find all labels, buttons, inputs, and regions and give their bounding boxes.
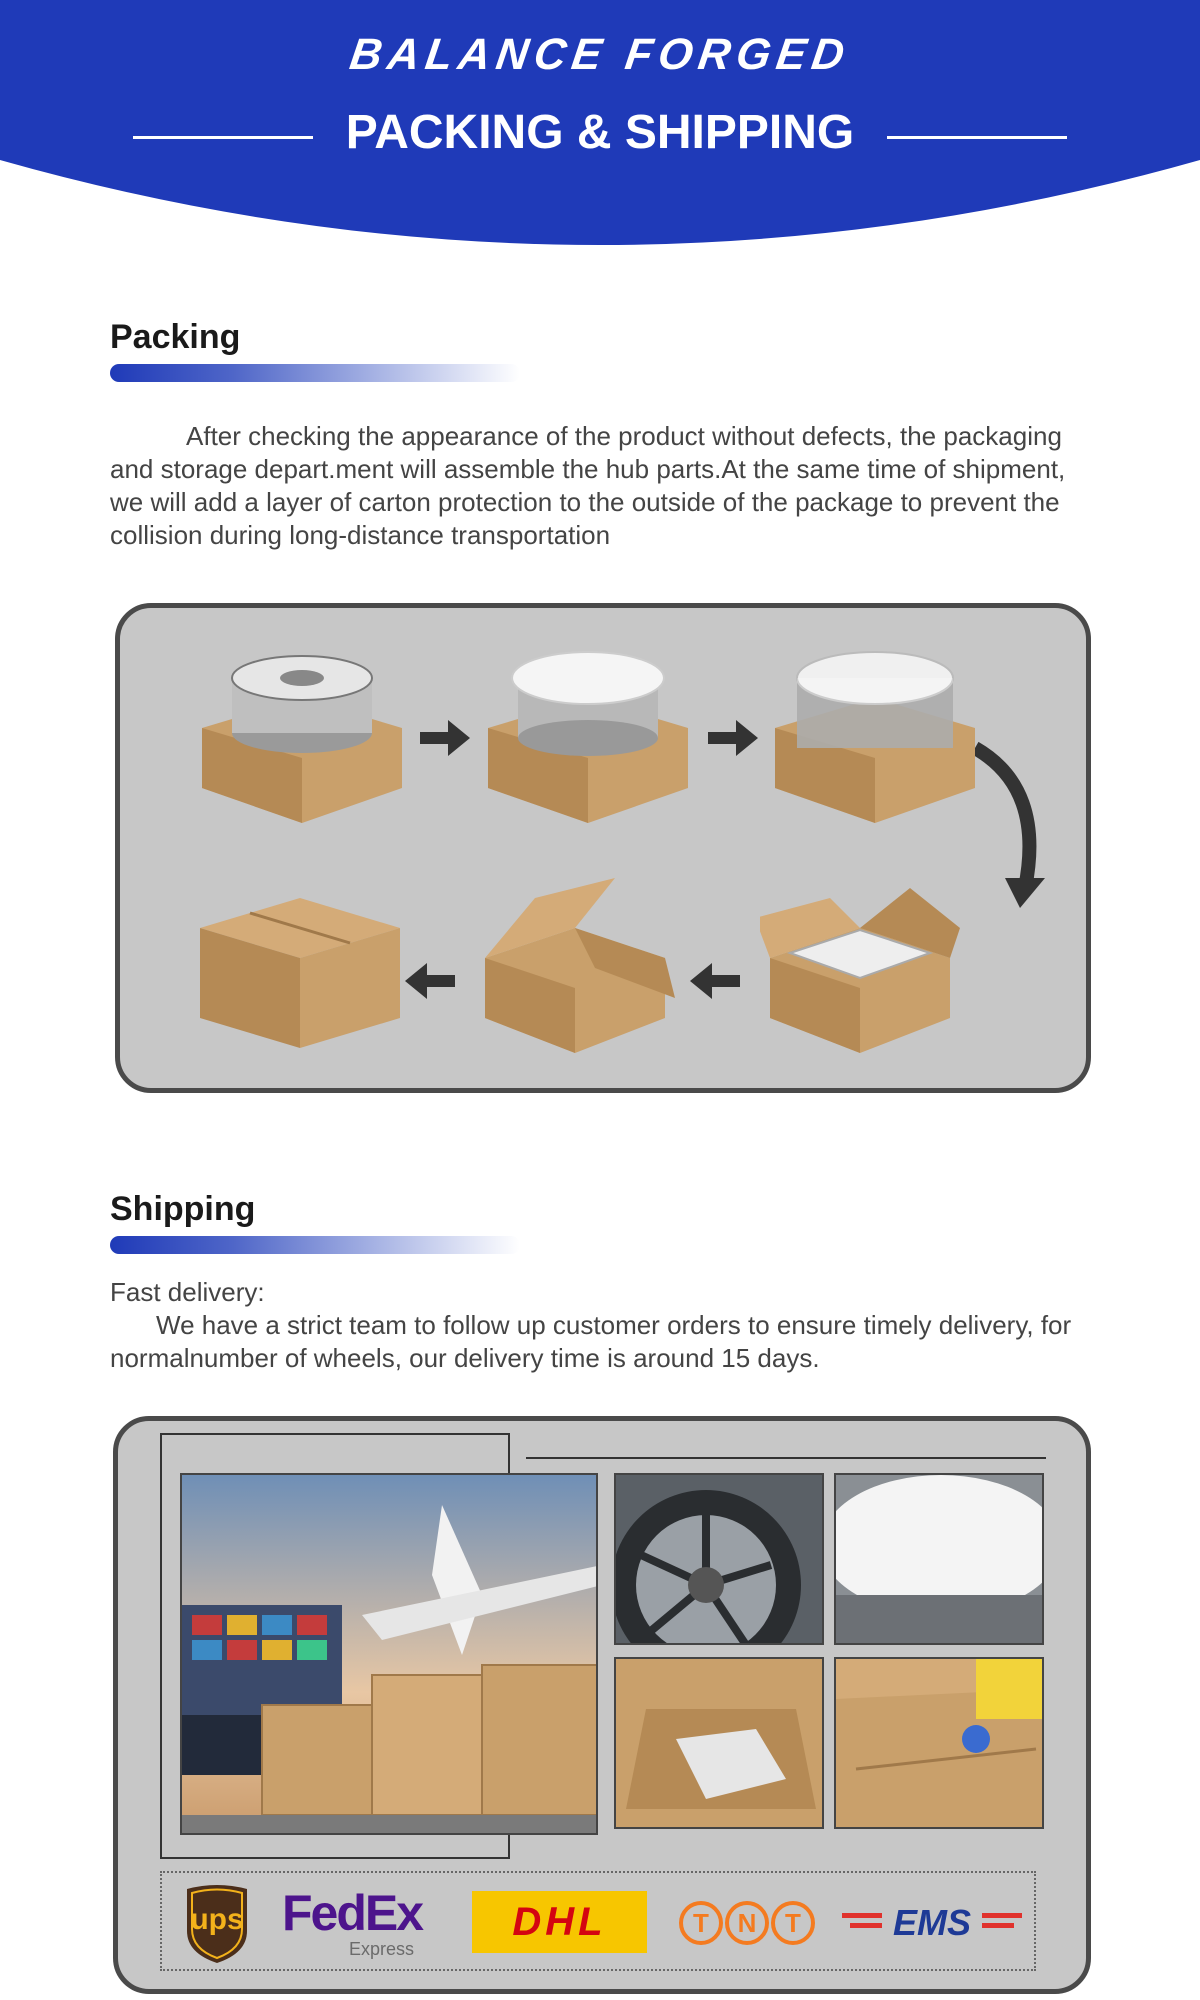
shipping-description [110,1309,1100,1375]
wheel-in-open-box-icon [760,868,960,1058]
tnt-letter-2: N [725,1901,769,1945]
ups-text: ups [190,1903,244,1936]
shipping-text: We have a strict team to follow up customer orders to ensure timely delivery, for normalnumber of wheels, our delivery time is around 15 days. [110,1310,1072,1373]
packing-process-panel [115,603,1091,1093]
wheel-rim-icon [616,1475,824,1645]
step-wheel-on-box [202,638,402,828]
step-half-closed-box [475,868,675,1058]
dhl-logo [472,1891,647,1953]
arrow-right-icon [420,720,470,756]
half-closed-box-icon [475,868,675,1058]
packing-title-bar [110,364,520,382]
title-divider-right [887,136,1067,139]
tnt-letter-1: T [679,1901,723,1945]
fedex-express-text: Express [348,1938,414,1959]
ems-logo [842,1893,1022,1953]
arrow-left-icon [690,963,740,999]
brand-name: BALANCE FORGED [346,30,854,79]
fedex-text: FedEx [281,1884,423,1941]
freight-illustration-icon [182,1475,598,1835]
title-row [0,98,1200,168]
wheel-on-box-icon [202,638,402,828]
shipping-panel [113,1416,1091,1994]
step-wheel-in-open-box [760,868,960,1058]
collage-divider [526,1457,1046,1459]
box-sealing-icon [836,1659,1044,1829]
photo-box-open [614,1657,824,1829]
packing-text: After checking the appearance of the product without defects, the packaging and storage depart.ment will assemble the hub parts.At the same time of shipment, we will add a layer of carton protection to the outside of the package to prevent the collision during long-distance transportation [110,421,1066,550]
ems-text: EMS [892,1902,971,1943]
photo-box-sealing [834,1657,1044,1829]
arrow-right-icon-2 [708,720,758,756]
shipping-subtitle: Fast delivery: [110,1277,265,1307]
step-sealed-box [200,868,400,1058]
fedex-logo [272,1883,432,1963]
dhl-text: DHL [512,1899,607,1944]
page-header [0,0,1200,260]
step-wheel-wrapped [775,638,975,828]
photo-wheel-rim [614,1473,824,1645]
tnt-letter-3: T [771,1901,815,1945]
open-box-icon [616,1659,824,1829]
page-title: PACKING & SHIPPING [345,106,855,159]
wheel-covered-icon [488,638,688,828]
wheel-wrapped-icon [775,638,975,828]
packing-description [110,420,1100,552]
photo-air-sea-freight [180,1473,598,1835]
arrow-left-icon-2 [405,963,455,999]
wheel-cover-icon [836,1475,1044,1645]
shipping-title: Shipping [110,1190,256,1228]
packing-title: Packing [110,318,241,356]
sealed-box-icon [200,868,400,1058]
shipping-title-bar [110,1236,520,1254]
step-wheel-covered [488,638,688,828]
arrow-curve-down-icon [975,738,1055,908]
carrier-logos [160,1871,1036,1971]
photo-wheel-cover [834,1473,1044,1645]
tnt-logo [677,1893,817,1953]
ups-logo [182,1881,252,1965]
